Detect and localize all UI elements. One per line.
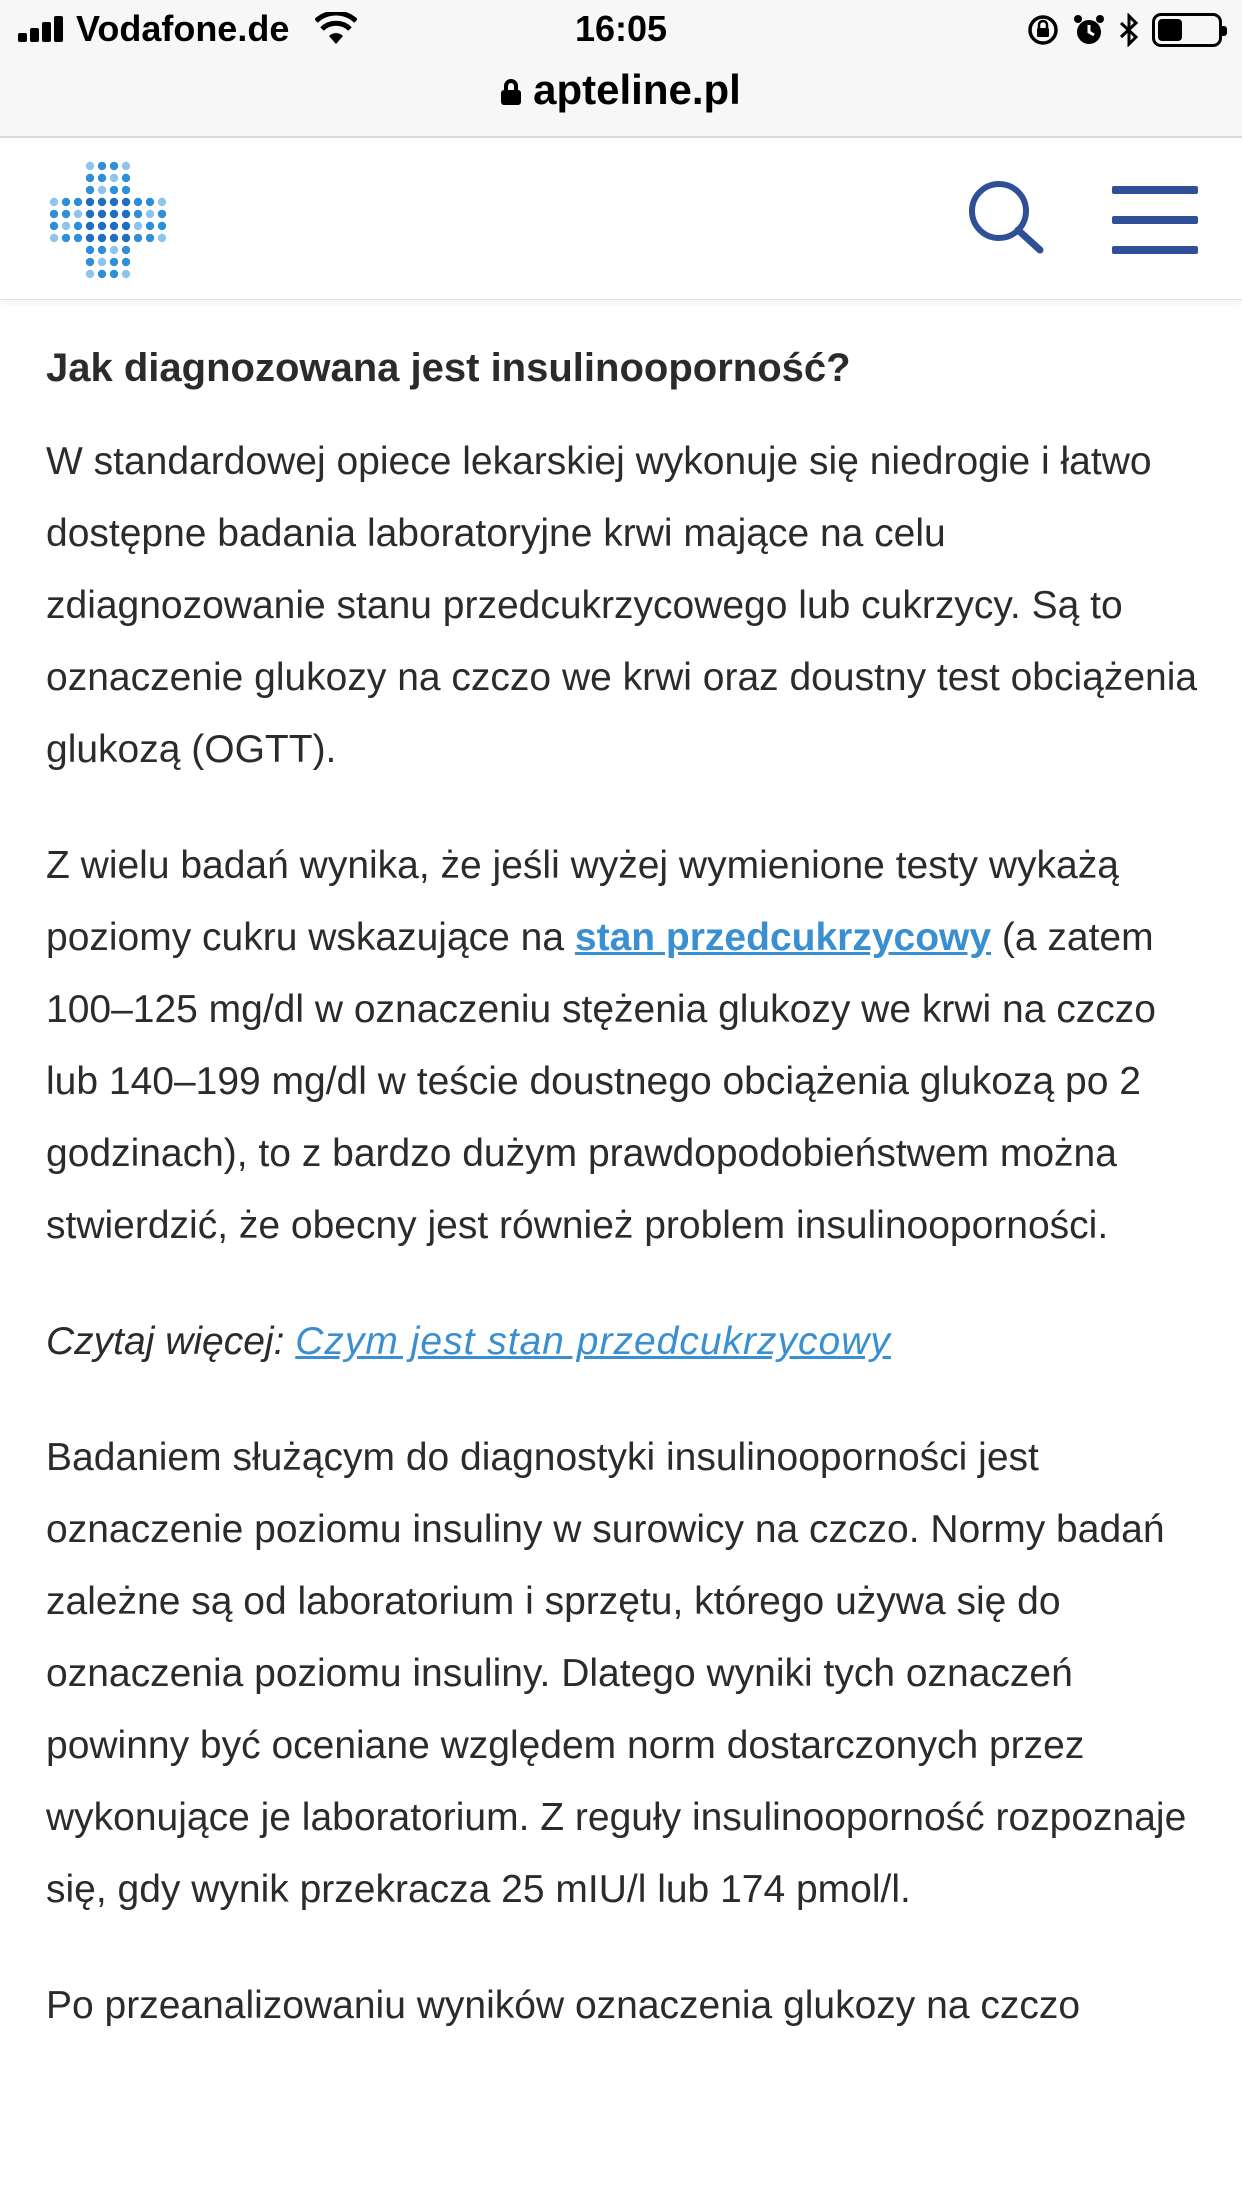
logo-dot xyxy=(122,258,130,266)
logo-dot xyxy=(98,210,106,218)
logo-dot xyxy=(62,222,70,230)
logo-dot xyxy=(98,246,106,254)
logo-dot xyxy=(110,174,118,182)
hamburger-menu-icon[interactable] xyxy=(1112,184,1198,256)
logo-dot xyxy=(134,234,142,242)
read-more xyxy=(46,1306,1206,1378)
logo-dot xyxy=(86,162,94,170)
logo-dot xyxy=(146,234,154,242)
logo-dot xyxy=(86,258,94,266)
logo-dot xyxy=(122,246,130,254)
read-more-label: Czytaj więcej: xyxy=(46,1320,296,1363)
lock-icon xyxy=(501,79,521,105)
paragraph-2 xyxy=(46,830,1206,1262)
paragraph-2-text-b: (a zatem 100–125 mg/dl w oznaczeniu stężenia glukozy we krwi na czczo lub 140–199 mg/dl w teście doustnego obciążenia glukozą po 2 godzinach), to z bardzo dużym prawdopodobieństwem można stwierdzić, że obecny jest również problem insulinooporności. xyxy=(46,916,1156,1247)
logo-dot xyxy=(158,210,166,218)
link-stan-przedcukrzycowy[interactable]: stan przedcukrzycowy xyxy=(574,916,992,959)
logo-dot xyxy=(50,210,58,218)
logo-dot xyxy=(110,198,118,206)
browser-top-bar xyxy=(0,0,1242,138)
logo-dot xyxy=(158,234,166,242)
status-icons xyxy=(1026,10,1222,50)
logo-dot xyxy=(98,222,106,230)
logo-dot xyxy=(50,222,58,230)
logo-dot xyxy=(74,210,82,218)
battery-level xyxy=(1158,19,1182,41)
logo-dot xyxy=(98,258,106,266)
logo-dot xyxy=(110,186,118,194)
bluetooth-icon xyxy=(1118,13,1140,47)
logo-dot xyxy=(110,162,118,170)
logo-dot xyxy=(110,270,118,278)
logo-dot xyxy=(98,174,106,182)
logo-dot xyxy=(110,222,118,230)
paragraph-1: W standardowej opiece lekarskiej wykonuje się niedrogie i łatwo dostępne badania laboratoryjne krwi mające na celu zdiagnozowanie stanu przedcukrzycowego lub cukrzycy. Są to oznaczenie glukozy na czczo we krwi oraz doustny test obciążenia glukozą (OGTT). xyxy=(46,440,1198,771)
logo-dot xyxy=(110,234,118,242)
alarm-icon xyxy=(1072,13,1106,47)
paragraph-2-text-a: Z wielu badań wynika, że jeśli wyżej wymienione testy wykażą poziomy cukru wskazujące na xyxy=(46,844,1119,959)
logo-dot xyxy=(98,162,106,170)
logo-dot xyxy=(146,222,154,230)
logo-dot xyxy=(110,258,118,266)
paragraph-3: Badaniem służącym do diagnostyki insulinooporności jest oznaczenie poziomu insuliny w surowicy na czczo. Normy badań zależne są od laboratorium i sprzętu, którego używa się do oznaczenia poziomu insuliny. Dlatego wyniki tych oznaczeń powinny być oceniane względem norm dostarczonych przez wykonujące je laboratorium. Z reguły insulinooporność rozpoznaje się, gdy wynik przekracza 25 mIU/l lub 174 pmol/l. xyxy=(46,1436,1187,1911)
logo-dot xyxy=(158,198,166,206)
logo-dot xyxy=(134,198,142,206)
url-text[interactable]: apteline.pl xyxy=(533,66,741,113)
paragraph-4: Po przeanalizowaniu wyników oznaczenia glukozy na czczo xyxy=(46,1984,1081,2027)
logo-dot xyxy=(98,270,106,278)
logo-dot xyxy=(50,198,58,206)
logo-dot xyxy=(146,210,154,218)
logo-dot xyxy=(122,198,130,206)
carrier-name: Vodafone.de xyxy=(76,8,290,49)
logo-dot xyxy=(62,210,70,218)
logo-dot xyxy=(158,222,166,230)
read-more-link[interactable]: Czym jest stan przedcukrzycowy xyxy=(295,1320,891,1363)
logo-dot xyxy=(74,198,82,206)
logo-dot xyxy=(122,210,130,218)
logo-dot xyxy=(110,246,118,254)
logo-dot xyxy=(122,270,130,278)
battery-icon xyxy=(1152,13,1222,47)
logo-dot xyxy=(86,210,94,218)
logo-dot xyxy=(74,222,82,230)
logo-dot xyxy=(86,234,94,242)
logo-dot xyxy=(98,198,106,206)
logo-dot xyxy=(98,186,106,194)
status-time: 16:05 xyxy=(574,8,668,49)
logo-dot xyxy=(122,162,130,170)
logo-dot xyxy=(86,270,94,278)
logo-dot xyxy=(110,210,118,218)
logo-dot xyxy=(122,174,130,182)
logo-dot xyxy=(122,222,130,230)
logo-dot xyxy=(122,234,130,242)
orientation-lock-icon xyxy=(1026,13,1060,47)
logo-dot xyxy=(98,234,106,242)
logo-dot xyxy=(62,234,70,242)
article-body xyxy=(46,320,1206,2086)
logo-dot xyxy=(86,186,94,194)
site-header xyxy=(0,140,1242,300)
logo-dot xyxy=(122,186,130,194)
logo-dot xyxy=(62,198,70,206)
status-bar xyxy=(0,0,1242,60)
logo-dot xyxy=(86,198,94,206)
logo-dot xyxy=(134,222,142,230)
logo-dot xyxy=(146,198,154,206)
logo-dot xyxy=(74,234,82,242)
address-bar[interactable] xyxy=(0,60,1242,120)
search-icon[interactable] xyxy=(966,178,1046,258)
section-heading: Jak diagnozowana jest insulinooporność? xyxy=(46,346,851,390)
logo-dot xyxy=(86,222,94,230)
logo-dot xyxy=(86,246,94,254)
logo-dot xyxy=(134,210,142,218)
logo-dot xyxy=(86,174,94,182)
apteline-logo[interactable] xyxy=(46,158,170,282)
logo-dot xyxy=(50,234,58,242)
